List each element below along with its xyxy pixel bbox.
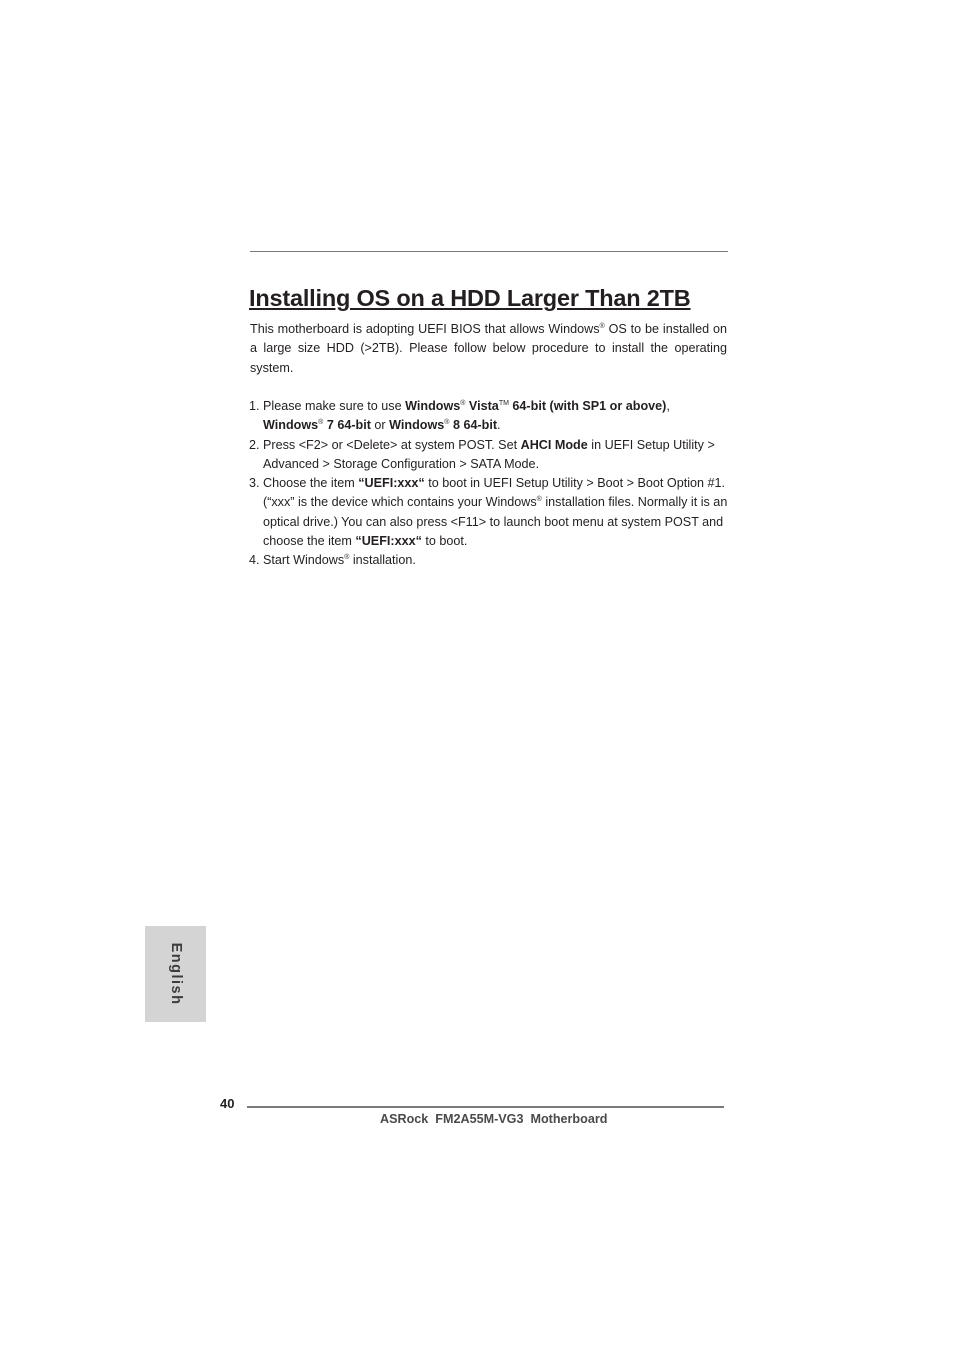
step-4: 4. Start Windows® installation. (249, 553, 416, 568)
page-number: 40 (220, 1096, 235, 1111)
language-side-tab (145, 926, 206, 1022)
page-title: Installing OS on a HDD Larger Than 2TB (249, 285, 691, 311)
intro-paragraph: This motherboard is adopting UEFI BIOS that allows Windows® OS to be installed on a large size HDD (>2TB). Please follow below procedure to install the operating system. (250, 322, 727, 375)
procedure-steps (249, 397, 729, 571)
step-2: 2. Press <F2> or <Delete> at system POST. Set AHCI Mode in UEFI Setup Utility > Advanced > Storage Configuration > SATA Mode. (249, 437, 715, 471)
top-divider (250, 251, 728, 252)
footer-product-name: ASRock FM2A55M-VG3 Motherboard (380, 1112, 608, 1126)
step-3: 3. Choose the item “UEFI:xxx“ to boot in UEFI Setup Utility > Boot > Boot Option #1. (“xxx” is the device which contains your Windows® installation files. Normally it is an optical drive.) You can also press <F11> to launch boot menu at system POST and choose the item “UEFI:xxx“ to boot. (249, 476, 728, 549)
footer-divider (247, 1106, 724, 1108)
language-label: English (167, 942, 184, 1006)
step-1: 1. Please make sure to use Windows® Vista™ 64-bit (with SP1 or above), Windows® 7 64-bit or Windows® 8 64-bit. (249, 399, 670, 433)
